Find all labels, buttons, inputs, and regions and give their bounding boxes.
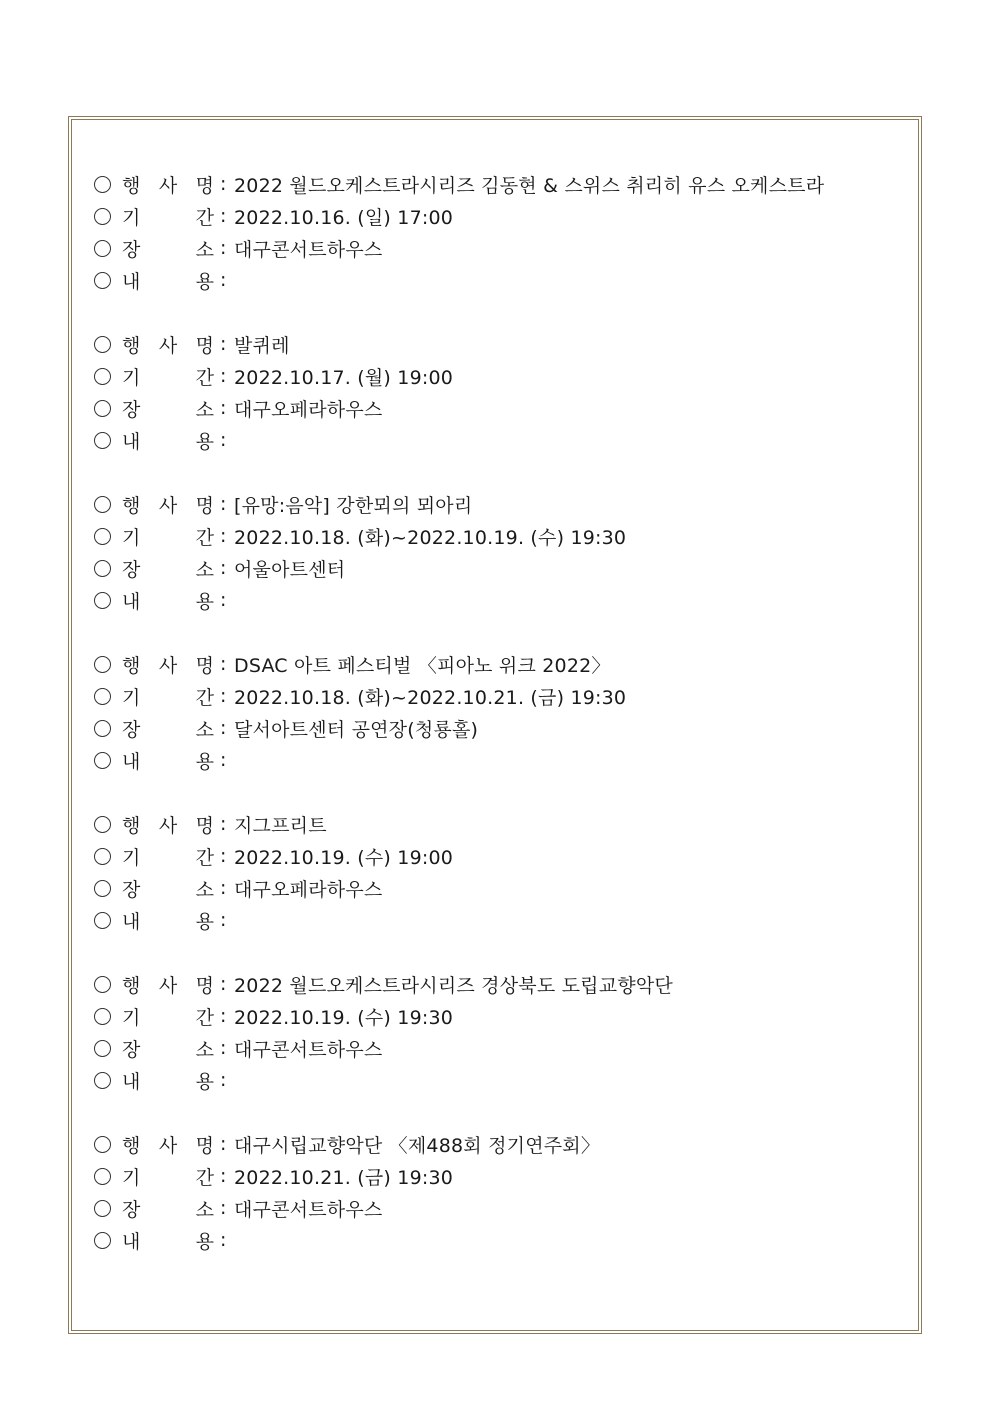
circle-bullet-icon bbox=[94, 208, 111, 225]
field-label bbox=[122, 1195, 220, 1222]
event-name: 2022 월드오케스트라시리즈 경상북도 도립교향악단 bbox=[234, 974, 673, 997]
field-label-char: 내 bbox=[122, 270, 141, 293]
field-label bbox=[122, 811, 220, 838]
circle-bullet-icon bbox=[94, 592, 111, 609]
field-colon: : bbox=[220, 1069, 227, 1091]
field-label-char: 행 bbox=[122, 174, 141, 197]
field-label bbox=[122, 395, 220, 422]
field-label bbox=[122, 363, 220, 390]
field-label-char: 기 bbox=[122, 846, 141, 869]
field-label bbox=[122, 523, 220, 550]
field-label bbox=[122, 267, 220, 294]
field-label-char: 기 bbox=[122, 1166, 141, 1189]
field-colon: : bbox=[220, 333, 227, 355]
event-name: 발퀴레 bbox=[234, 334, 290, 357]
event-period-row bbox=[94, 200, 894, 232]
field-label-char: 용 bbox=[195, 590, 214, 613]
event-content-row bbox=[94, 584, 894, 616]
field-colon: : bbox=[220, 429, 227, 451]
field-label-char: 기 bbox=[122, 366, 141, 389]
field-label-char: 내 bbox=[122, 750, 141, 773]
circle-bullet-icon bbox=[94, 368, 111, 385]
event-venue: 대구콘서트하우스 bbox=[234, 1038, 383, 1061]
event-block bbox=[94, 1128, 894, 1256]
circle-bullet-icon bbox=[94, 1136, 111, 1153]
field-label-char: 간 bbox=[195, 686, 214, 709]
event-period-row bbox=[94, 360, 894, 392]
event-name-row bbox=[94, 808, 894, 840]
event-name-row bbox=[94, 168, 894, 200]
field-label-char: 장 bbox=[122, 1038, 141, 1061]
field-colon: : bbox=[220, 205, 227, 227]
field-label-char: 명 bbox=[195, 334, 214, 357]
field-colon: : bbox=[220, 397, 227, 419]
circle-bullet-icon bbox=[94, 912, 111, 929]
field-label-char: 소 bbox=[195, 238, 214, 261]
field-colon: : bbox=[220, 653, 227, 675]
field-label bbox=[122, 907, 220, 934]
field-colon: : bbox=[220, 237, 227, 259]
event-name: 대구시립교향악단 〈제488회 정기연주회〉 bbox=[234, 1134, 601, 1157]
field-label-char: 간 bbox=[195, 1166, 214, 1189]
circle-bullet-icon bbox=[94, 1008, 111, 1025]
field-colon: : bbox=[220, 1133, 227, 1155]
field-colon: : bbox=[220, 1165, 227, 1187]
event-venue: 대구오페라하우스 bbox=[234, 878, 383, 901]
field-label bbox=[122, 971, 220, 998]
field-label bbox=[122, 427, 220, 454]
field-label-char: 사 bbox=[158, 654, 178, 677]
event-block bbox=[94, 168, 894, 296]
field-label-char: 사 bbox=[158, 494, 178, 517]
field-label-char: 내 bbox=[122, 910, 141, 933]
event-period: 2022.10.16. (일) 17:00 bbox=[234, 206, 454, 229]
event-venue-row bbox=[94, 872, 894, 904]
field-label-char: 용 bbox=[195, 430, 214, 453]
field-label-char: 소 bbox=[195, 1198, 214, 1221]
circle-bullet-icon bbox=[94, 656, 111, 673]
event-venue: 어울아트센터 bbox=[234, 558, 346, 581]
event-venue: 대구콘서트하우스 bbox=[234, 238, 383, 261]
event-venue: 달서아트센터 공연장(청룡홀) bbox=[234, 718, 479, 741]
circle-bullet-icon bbox=[94, 272, 111, 289]
field-label-char: 행 bbox=[122, 974, 141, 997]
field-label-char: 내 bbox=[122, 590, 141, 613]
event-name: 2022 월드오케스트라시리즈 김동현 & 스위스 취리히 유스 오케스트라 bbox=[234, 174, 825, 197]
field-label-char: 장 bbox=[122, 718, 141, 741]
field-label-char: 간 bbox=[195, 1006, 214, 1029]
field-label-char: 장 bbox=[122, 398, 141, 421]
field-label bbox=[122, 203, 220, 230]
circle-bullet-icon bbox=[94, 336, 111, 353]
event-venue-row bbox=[94, 392, 894, 424]
event-period: 2022.10.21. (금) 19:30 bbox=[234, 1166, 454, 1189]
field-label-char: 장 bbox=[122, 558, 141, 581]
event-period: 2022.10.19. (수) 19:00 bbox=[234, 846, 454, 869]
field-label-char: 기 bbox=[122, 206, 141, 229]
event-name-row bbox=[94, 648, 894, 680]
field-label-char: 소 bbox=[195, 878, 214, 901]
event-content-row bbox=[94, 1224, 894, 1256]
field-label bbox=[122, 491, 220, 518]
field-colon: : bbox=[220, 173, 227, 195]
field-label-char: 사 bbox=[158, 174, 178, 197]
field-label-char: 내 bbox=[122, 1230, 141, 1253]
field-label-char: 기 bbox=[122, 1006, 141, 1029]
field-label-char: 행 bbox=[122, 814, 141, 837]
event-period: 2022.10.18. (화)~2022.10.21. (금) 19:30 bbox=[234, 686, 627, 709]
circle-bullet-icon bbox=[94, 496, 111, 513]
circle-bullet-icon bbox=[94, 1200, 111, 1217]
event-period: 2022.10.17. (월) 19:00 bbox=[234, 366, 454, 389]
field-label-char: 명 bbox=[195, 1134, 214, 1157]
event-venue: 대구오페라하우스 bbox=[234, 398, 383, 421]
event-period: 2022.10.19. (수) 19:30 bbox=[234, 1006, 454, 1029]
field-colon: : bbox=[220, 493, 227, 515]
event-block bbox=[94, 808, 894, 936]
field-label bbox=[122, 1003, 220, 1030]
field-label bbox=[122, 875, 220, 902]
event-content-row bbox=[94, 904, 894, 936]
field-label-char: 간 bbox=[195, 206, 214, 229]
event-period: 2022.10.18. (화)~2022.10.19. (수) 19:30 bbox=[234, 526, 627, 549]
circle-bullet-icon bbox=[94, 1168, 111, 1185]
field-label bbox=[122, 171, 220, 198]
event-period-row bbox=[94, 1000, 894, 1032]
event-content-row bbox=[94, 424, 894, 456]
field-colon: : bbox=[220, 269, 227, 291]
field-label-char: 간 bbox=[195, 846, 214, 869]
circle-bullet-icon bbox=[94, 880, 111, 897]
field-label bbox=[122, 651, 220, 678]
field-colon: : bbox=[220, 717, 227, 739]
field-label-char: 사 bbox=[158, 334, 178, 357]
field-label-char: 용 bbox=[195, 1070, 214, 1093]
event-venue: 대구콘서트하우스 bbox=[234, 1198, 383, 1221]
field-label bbox=[122, 683, 220, 710]
circle-bullet-icon bbox=[94, 1072, 111, 1089]
event-name-row bbox=[94, 488, 894, 520]
field-label bbox=[122, 1227, 220, 1254]
event-name: DSAC 아트 페스티벌 〈피아노 위크 2022〉 bbox=[234, 654, 611, 677]
event-venue-row bbox=[94, 1192, 894, 1224]
field-label-char: 소 bbox=[195, 1038, 214, 1061]
field-label-char: 내 bbox=[122, 430, 141, 453]
field-label-char: 용 bbox=[195, 1230, 214, 1253]
event-venue-row bbox=[94, 232, 894, 264]
field-label-char: 기 bbox=[122, 526, 141, 549]
event-block bbox=[94, 328, 894, 456]
field-label bbox=[122, 1131, 220, 1158]
circle-bullet-icon bbox=[94, 752, 111, 769]
event-name-row bbox=[94, 1128, 894, 1160]
field-label-char: 행 bbox=[122, 1134, 141, 1157]
event-period-row bbox=[94, 1160, 894, 1192]
field-colon: : bbox=[220, 525, 227, 547]
circle-bullet-icon bbox=[94, 848, 111, 865]
event-block bbox=[94, 968, 894, 1096]
field-label bbox=[122, 555, 220, 582]
field-colon: : bbox=[220, 1037, 227, 1059]
field-label-char: 기 bbox=[122, 686, 141, 709]
field-colon: : bbox=[220, 589, 227, 611]
field-label-char: 명 bbox=[195, 174, 214, 197]
field-label-char: 명 bbox=[195, 814, 214, 837]
event-name-row bbox=[94, 968, 894, 1000]
event-venue-row bbox=[94, 552, 894, 584]
field-label-char: 내 bbox=[122, 1070, 141, 1093]
event-content-row bbox=[94, 744, 894, 776]
field-label-char: 사 bbox=[158, 814, 178, 837]
event-period-row bbox=[94, 840, 894, 872]
field-label bbox=[122, 1067, 220, 1094]
event-venue-row bbox=[94, 712, 894, 744]
field-label bbox=[122, 587, 220, 614]
event-venue-row bbox=[94, 1032, 894, 1064]
circle-bullet-icon bbox=[94, 560, 111, 577]
event-name: 지그프리트 bbox=[234, 814, 327, 837]
field-colon: : bbox=[220, 1197, 227, 1219]
field-label-char: 행 bbox=[122, 654, 141, 677]
field-colon: : bbox=[220, 749, 227, 771]
field-label-char: 행 bbox=[122, 334, 141, 357]
field-label-char: 소 bbox=[195, 558, 214, 581]
circle-bullet-icon bbox=[94, 720, 111, 737]
field-colon: : bbox=[220, 365, 227, 387]
circle-bullet-icon bbox=[94, 240, 111, 257]
field-label-char: 장 bbox=[122, 238, 141, 261]
field-label bbox=[122, 747, 220, 774]
event-content-row bbox=[94, 264, 894, 296]
event-block bbox=[94, 488, 894, 616]
circle-bullet-icon bbox=[94, 976, 111, 993]
field-colon: : bbox=[220, 845, 227, 867]
field-label bbox=[122, 331, 220, 358]
field-colon: : bbox=[220, 1005, 227, 1027]
field-label-char: 사 bbox=[158, 974, 178, 997]
event-period-row bbox=[94, 520, 894, 552]
circle-bullet-icon bbox=[94, 688, 111, 705]
field-label bbox=[122, 235, 220, 262]
field-label-char: 용 bbox=[195, 270, 214, 293]
circle-bullet-icon bbox=[94, 432, 111, 449]
circle-bullet-icon bbox=[94, 816, 111, 833]
field-label-char: 장 bbox=[122, 878, 141, 901]
field-label-char: 사 bbox=[158, 1134, 178, 1157]
field-colon: : bbox=[220, 973, 227, 995]
event-period-row bbox=[94, 680, 894, 712]
circle-bullet-icon bbox=[94, 1040, 111, 1057]
circle-bullet-icon bbox=[94, 400, 111, 417]
field-label bbox=[122, 715, 220, 742]
event-content-row bbox=[94, 1064, 894, 1096]
field-colon: : bbox=[220, 877, 227, 899]
field-colon: : bbox=[220, 685, 227, 707]
field-label-char: 명 bbox=[195, 654, 214, 677]
field-label-char: 간 bbox=[195, 366, 214, 389]
field-label-char: 장 bbox=[122, 1198, 141, 1221]
field-label-char: 소 bbox=[195, 398, 214, 421]
field-label-char: 용 bbox=[195, 750, 214, 773]
field-label-char: 용 bbox=[195, 910, 214, 933]
field-label-char: 명 bbox=[195, 494, 214, 517]
event-name-row bbox=[94, 328, 894, 360]
field-colon: : bbox=[220, 557, 227, 579]
field-label bbox=[122, 843, 220, 870]
event-name: [유망:음악] 강한뫼의 뫼아리 bbox=[234, 494, 473, 517]
field-label bbox=[122, 1163, 220, 1190]
field-colon: : bbox=[220, 1229, 227, 1251]
field-colon: : bbox=[220, 813, 227, 835]
field-label-char: 간 bbox=[195, 526, 214, 549]
field-label bbox=[122, 1035, 220, 1062]
field-label-char: 행 bbox=[122, 494, 141, 517]
event-list bbox=[94, 168, 894, 1288]
circle-bullet-icon bbox=[94, 528, 111, 545]
field-label-char: 소 bbox=[195, 718, 214, 741]
field-colon: : bbox=[220, 909, 227, 931]
field-label-char: 명 bbox=[195, 974, 214, 997]
circle-bullet-icon bbox=[94, 176, 111, 193]
circle-bullet-icon bbox=[94, 1232, 111, 1249]
event-block bbox=[94, 648, 894, 776]
